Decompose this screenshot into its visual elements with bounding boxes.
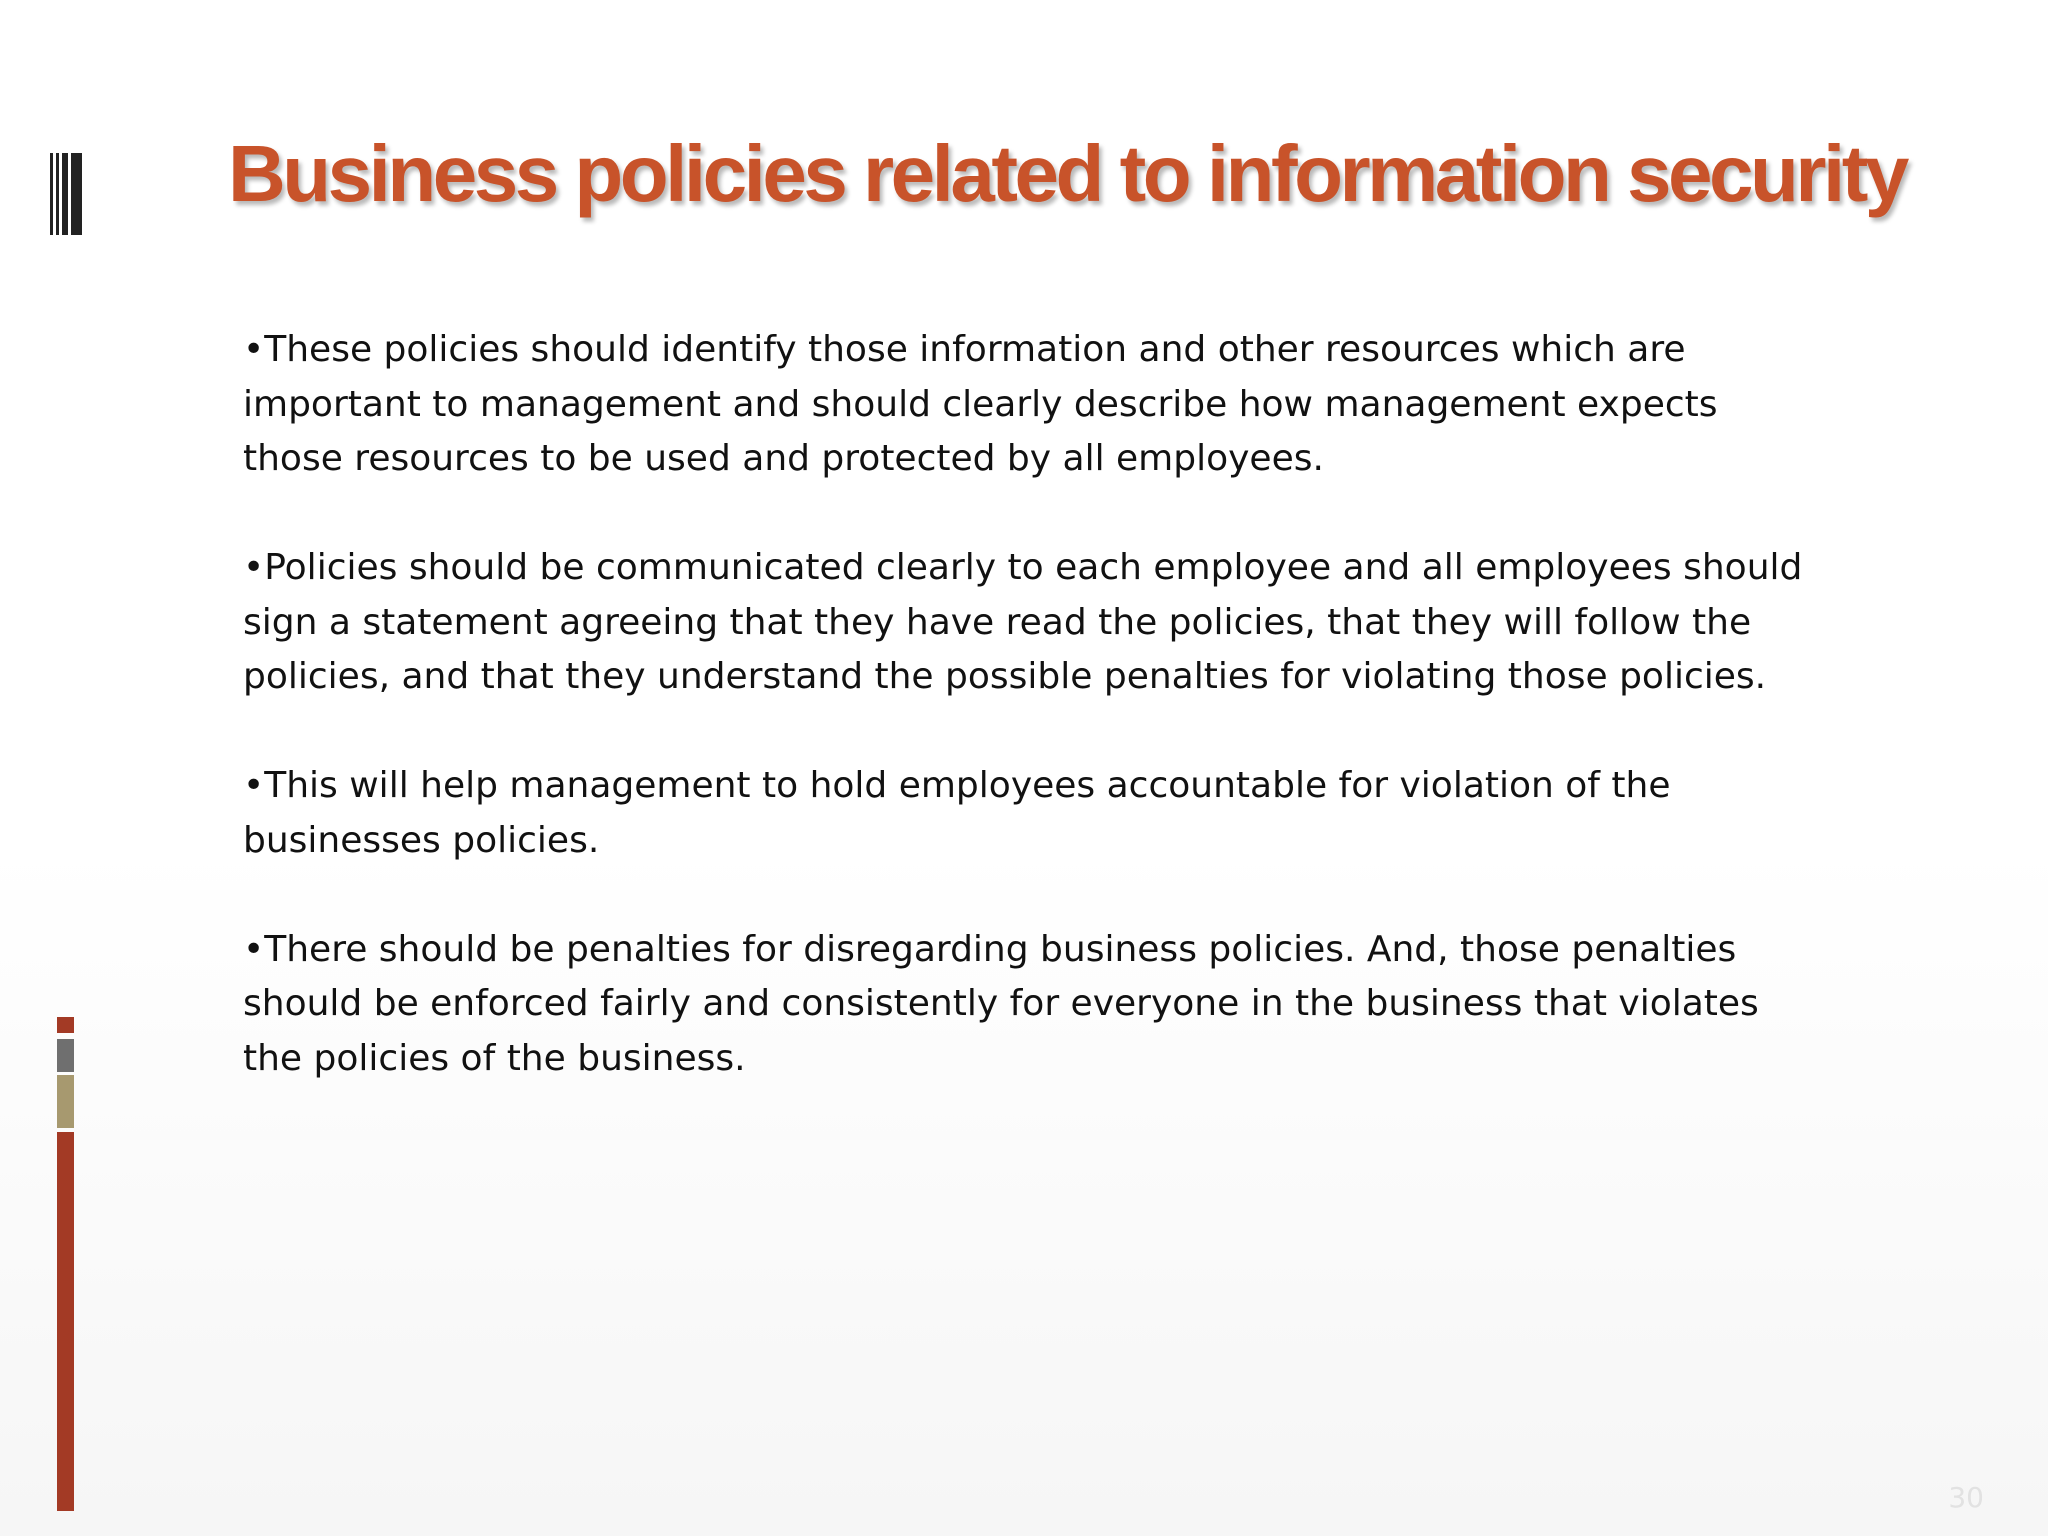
- slide-title: Business policies related to information security: [228, 129, 1906, 218]
- left-bar-red-segment: [57, 1132, 74, 1511]
- slide-body: [243, 323, 1803, 1141]
- barcode-decoration-icon: [50, 153, 82, 235]
- bullet-paragraph: •This will help management to hold employees accountable for violation of the businesses policies.: [243, 765, 1671, 861]
- bullet-paragraph: •There should be penalties for disregarding business policies. And, those penalties should be enforced fairly and consistently for everyone in the business that violates the policies of the business.: [243, 928, 1759, 1079]
- left-bar-tan-segment: [57, 1075, 74, 1128]
- bullet-paragraph: •Policies should be communicated clearly to each employee and all employees should sign a statement agreeing that they have read the policies, that they will follow the policies, and that they understand the possible penalties for violating those policies.: [243, 547, 1803, 697]
- page-number: 30: [1948, 1481, 1984, 1514]
- left-bar-red-top-segment: [57, 1017, 74, 1033]
- bullet-paragraph: •These policies should identify those information and other resources which are important to management and should clearly describe how management expects those resources to be used and protected by all employees.: [243, 329, 1718, 479]
- left-bar-grey-segment: [57, 1039, 74, 1072]
